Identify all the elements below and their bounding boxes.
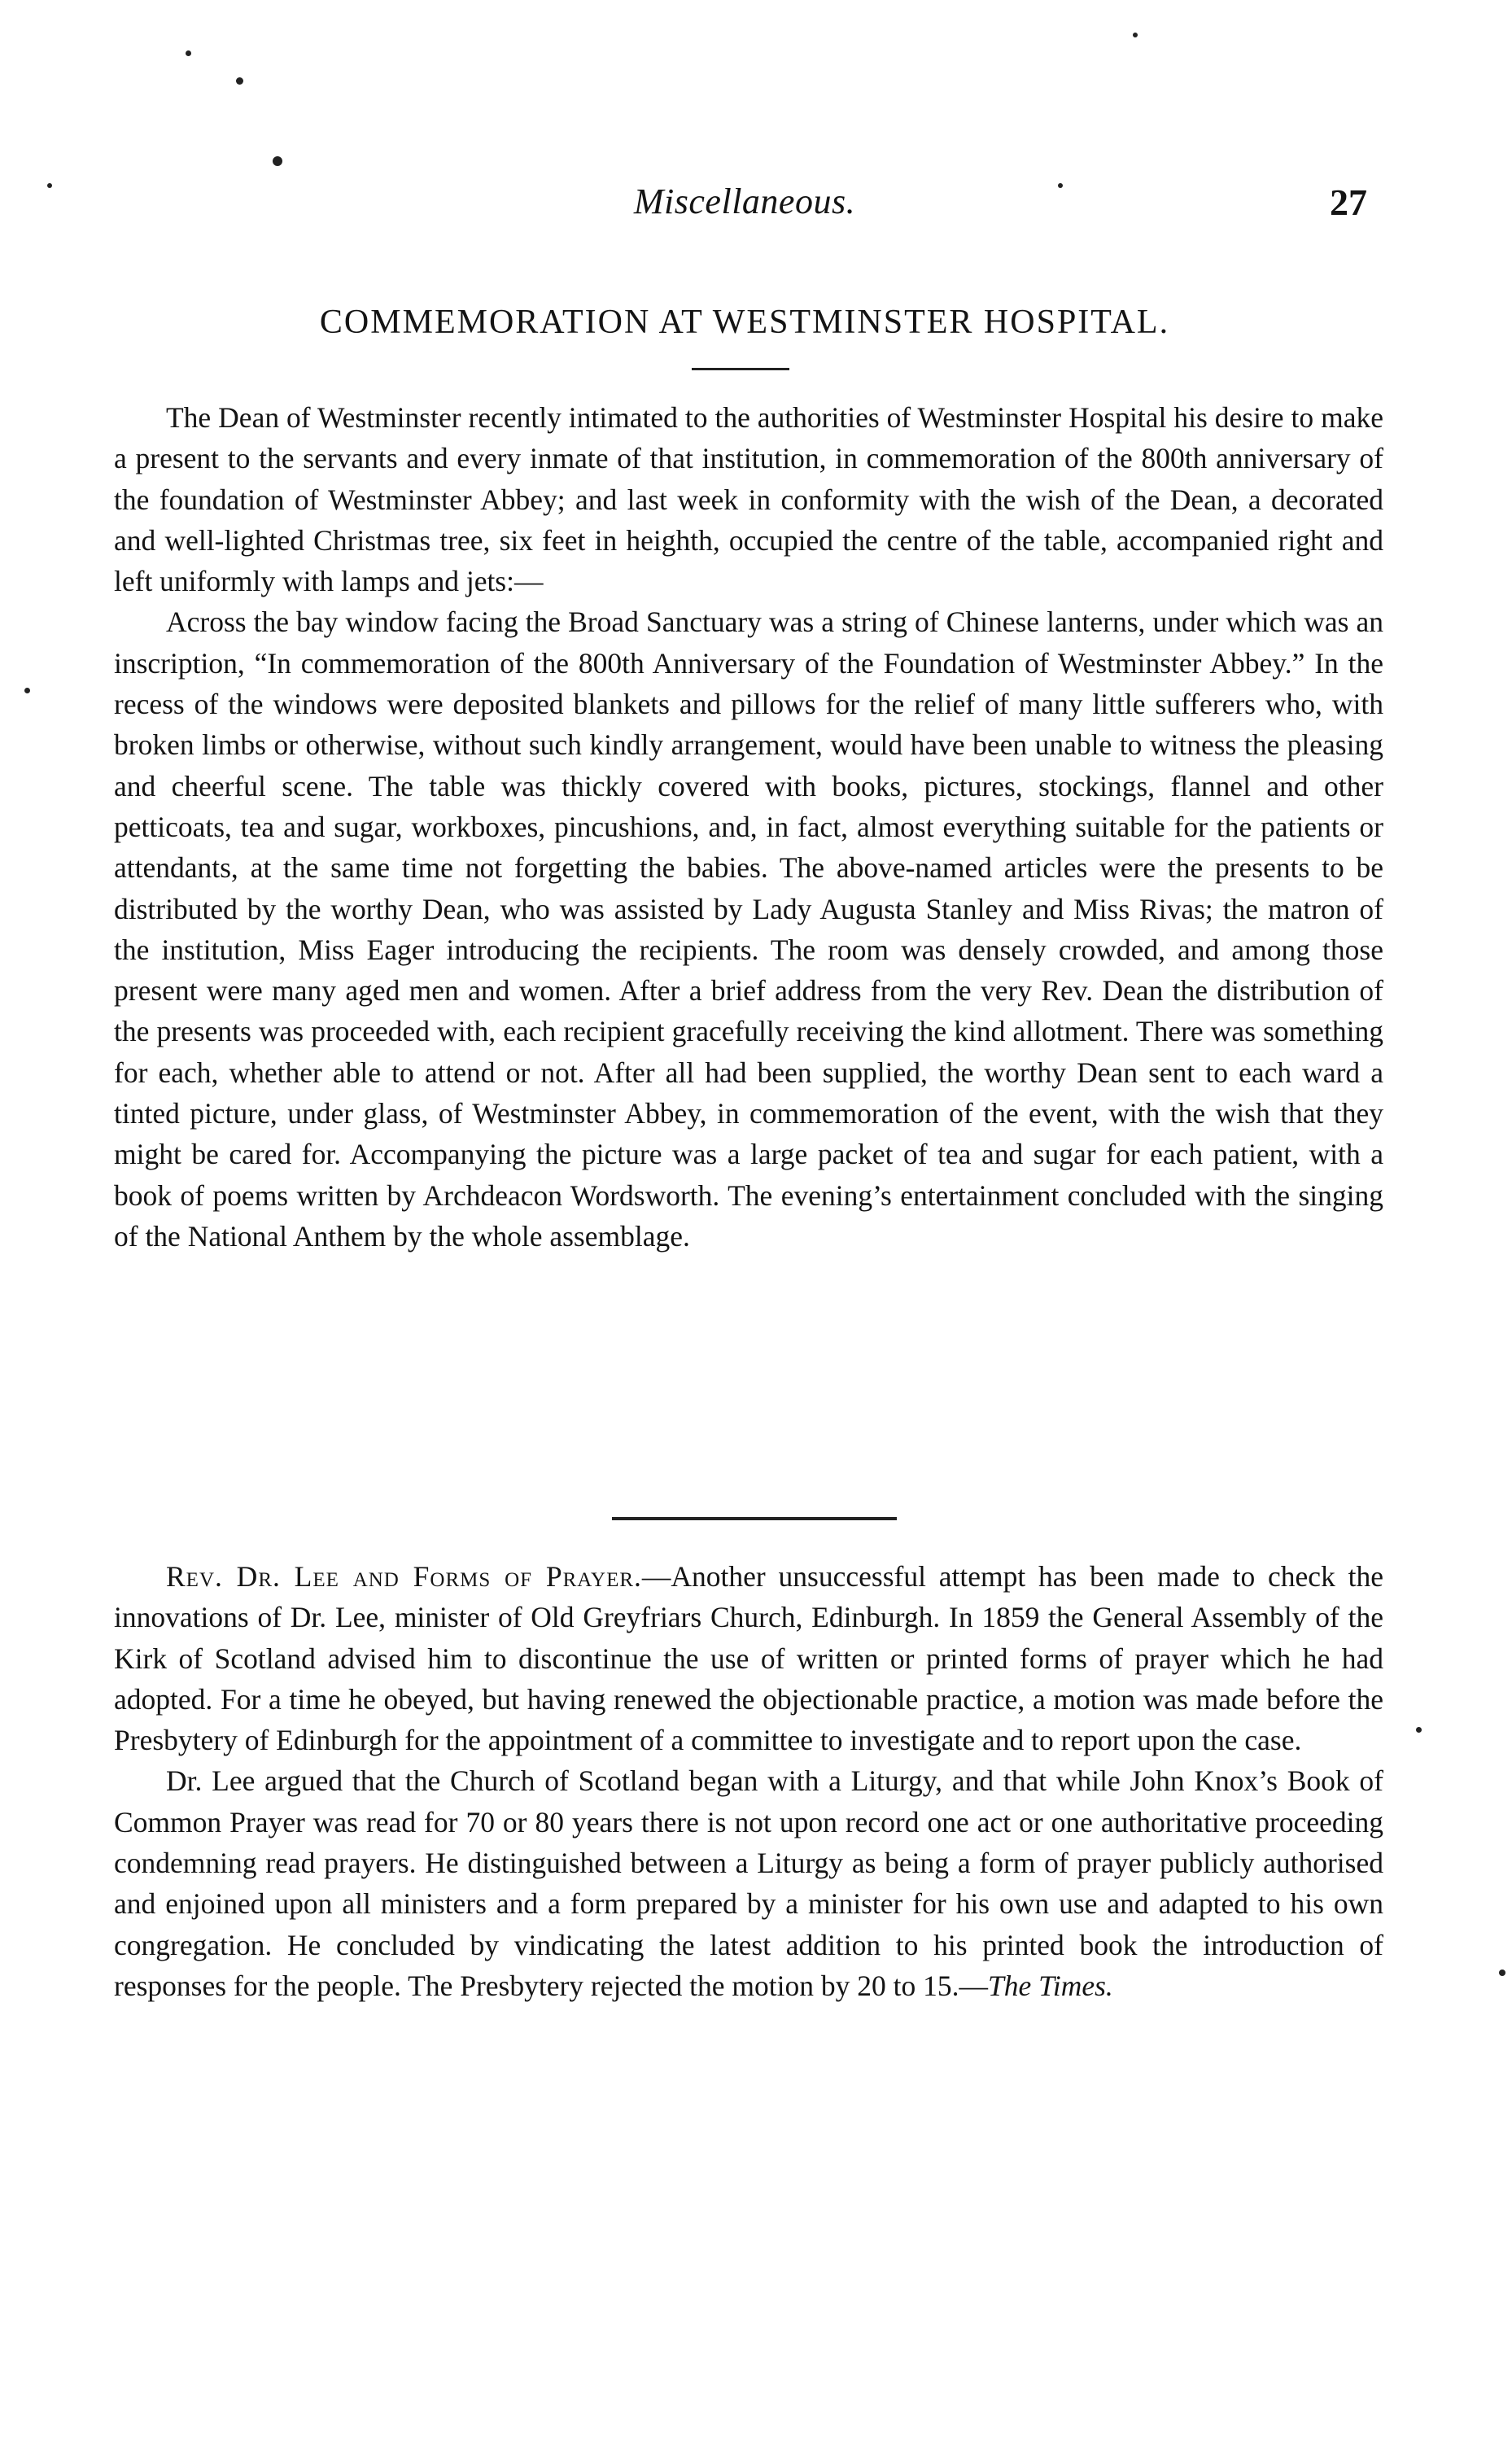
source-credit: The Times. — [987, 1969, 1113, 2002]
article-title-commemoration: COMMEMORATION AT WESTMINSTER HOSPITAL. — [319, 304, 1170, 341]
print-speck — [1133, 33, 1138, 37]
running-title: Miscellaneous. — [633, 181, 856, 221]
article-paragraph: Across the bay window facing the Broad Sanctuary was a string of Chinese lanterns, under which was an inscription, “In commemoration of the 800th Anniversary of the Foundation of Westminster Abbey.” In the recess of the windows were deposited blankets and pillows for the relief of many little sufferers who, with broken limbs or otherwise, without such kindly arrangement, would have been unable to witness the pleasing and cheerful scene. The table was thickly covered with books, pictures, stockings, flannel and other petticoats, tea and sugar, workboxes, pincushions, and, in fact, almost everything suitable for the patients or attendants, at the same time not forgetting the babies. The above-named articles were the presents to be distributed by the worthy Dean, who was assisted by Lady Augusta Stanley and Miss Rivas; the matron of the institution, Miss Eager introducing the recipients. The room was densely crowded, and among those present were many aged men and women. After a brief address from the very Rev. Dean the distribution of the presents was proceeded with, each recipient gracefully receiving the kind allotment. There was something for each, whether able to attend or not. After all had been supplied, the worthy Dean sent to each ward a tinted picture, under glass, of Westminster Abbey, in commemoration of the event, with the wish that they might be cared for. Accompanying the picture was a large packet of tea and sugar for each patient, with a book of poems written by Archdeacon Wordsworth. The evening’s entertainment concluded with the singing of the National Anthem by the whole assemblage. — [114, 606, 1383, 1253]
print-speck — [24, 688, 30, 693]
print-speck — [1058, 183, 1063, 188]
print-speck — [236, 77, 243, 85]
article-paragraph — [114, 1556, 1383, 1760]
print-speck — [47, 183, 52, 188]
page-number: 27 — [1330, 181, 1367, 223]
title-divider-rule — [692, 368, 789, 370]
print-speck — [1416, 1727, 1422, 1733]
article-rev-lee-body — [114, 1556, 1383, 2006]
print-speck — [273, 156, 282, 166]
article-paragraph — [114, 1760, 1383, 2006]
article-paragraph: The Dean of Westminster recently intimated to the authorities of Westminster Hospital his desire to make a present to the servants and every inmate of that institution, in commemoration of the 800th anniversary of the foundation of Westminster Abbey; and last week in conformity with the wish of the Dean, a decorated and well-lighted Christmas tree, six feet in heighth, occupied the centre of the table, accompanied right and left uniformly with lamps and jets:— — [114, 401, 1383, 598]
article-commemoration-body — [114, 397, 1383, 1257]
article-paragraph-text: —Another unsuccessful attempt has been made to check the innovations of Dr. Lee, minister of Old Greyfriars Church, Edinburgh. In 1859 the General Assembly of the Kirk of Scotland advised him to discontinue the use of written or printed forms of prayer which he had adopted. For a time he obeyed, but having renewed the objectionable practice, a motion was made before the Presbytery of Edinburgh for the appointment of a committee to investigate and to report upon the case. — [114, 1560, 1383, 1757]
section-divider-rule — [612, 1517, 897, 1520]
running-head — [122, 181, 1367, 230]
article-run-in-heading: Rev. Dr. Lee and Forms of Prayer. — [166, 1560, 642, 1593]
print-speck — [1499, 1970, 1505, 1976]
article-paragraph-text: Dr. Lee argued that the Church of Scotland began with a Liturgy, and that while John Knox’s Book of Common Prayer was read for 70 or 80 years there is not upon record one act or one authoritative proceeding condemning read prayers. He distinguished between a Liturgy as being a form of prayer publicly authorised and enjoined upon all ministers and a form prepared by a minister for his own use and adapted to his own congregation. He concluded by vindicating the latest addition to his printed book the introduction of responses for the people. The Presbytery rejected the motion by 20 to 15.— — [114, 1764, 1383, 2002]
print-speck — [186, 50, 191, 56]
